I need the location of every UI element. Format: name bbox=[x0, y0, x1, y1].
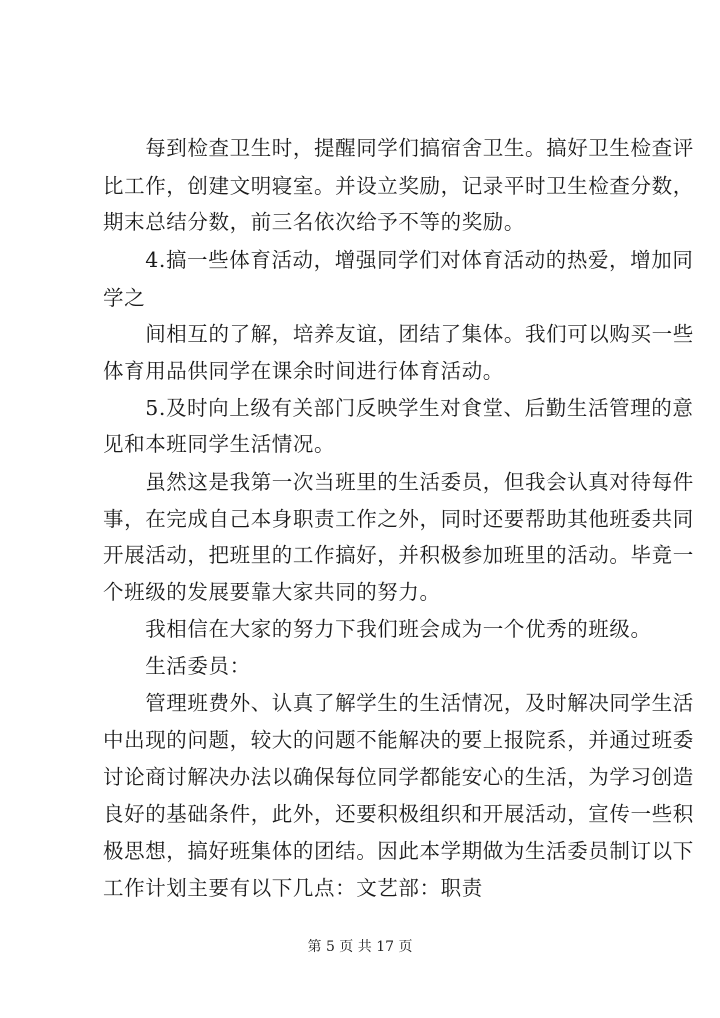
text-line: 比工作，创建文明寝室。并设立奖励，记录平时卫生检查分数， bbox=[103, 174, 694, 198]
text-line: 每到检查卫生时，提醒同学们搞宿舍卫生。搞好卫生检查评 bbox=[103, 136, 694, 160]
text-line: 讨论商讨解决办法以确保每位同学都能安心的生活，为学习创造 bbox=[103, 765, 694, 789]
text-line: 见和本班同学生活情况。 bbox=[103, 432, 336, 456]
text-line: 4.搞一些体育活动，增强同学们对体育活动的热爱，增加同 bbox=[103, 248, 694, 272]
text-line: 学之 bbox=[103, 286, 146, 310]
text-line: 工作计划主要有以下几点：文艺部：职责 bbox=[103, 876, 483, 900]
text-line: 个班级的发展要靠大家共同的努力。 bbox=[103, 580, 441, 604]
text-line: 极思想，搞好班集体的团结。因此本学期做为生活委员制订以下 bbox=[103, 839, 694, 863]
text-line: 生活委员： bbox=[103, 654, 251, 678]
text-line: 5.及时向上级有关部门反映学生对食堂、后勤生活管理的意 bbox=[103, 396, 694, 420]
text-line: 事，在完成自己本身职责工作之外，同时还要帮助其他班委共同 bbox=[103, 507, 694, 531]
text-line: 体育用品供同学在课余时间进行体育活动。 bbox=[103, 359, 504, 383]
text-line: 虽然这是我第一次当班里的生活委员，但我会认真对待每件 bbox=[103, 470, 694, 494]
text-line: 期末总结分数，前三名依次给予不等的奖励。 bbox=[103, 210, 525, 234]
text-line: 中出现的问题，较大的问题不能解决的要上报院系，并通过班委 bbox=[103, 728, 694, 752]
text-line: 开展活动，把班里的工作搞好，并积极参加班里的活动。毕竟一 bbox=[103, 543, 694, 567]
text-line: 良好的基础条件，此外，还要积极组织和开展活动，宣传一些积 bbox=[103, 802, 694, 826]
text-line: 间相互的了解，培养友谊，团结了集体。我们可以购买一些 bbox=[103, 322, 694, 346]
page-number-footer: 第 5 页 共 17 页 bbox=[307, 939, 413, 955]
text-line: 管理班费外、认真了解学生的生活情况，及时解决同学生活 bbox=[103, 691, 694, 715]
text-line: 我相信在大家的努力下我们班会成为一个优秀的班级。 bbox=[103, 617, 652, 641]
